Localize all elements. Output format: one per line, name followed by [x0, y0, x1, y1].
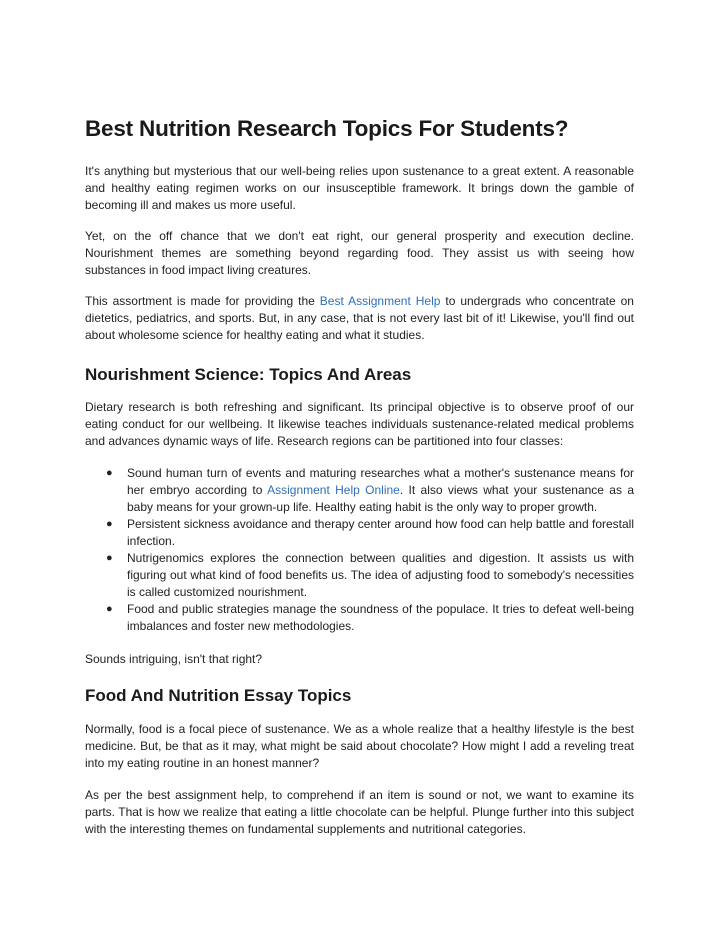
section-heading: Food And Nutrition Essay Topics [85, 686, 352, 705]
text-run: to undergrads who concentrate on dietetics, pediatrics, and sports. But, in any case, that is not every last bit of it! Likewise, you'll find out about wholesome science for healthy eating and what it studies. [85, 294, 634, 342]
paragraph-text: Sounds intriguing, isn't that right? [85, 652, 263, 666]
paragraph-text: Yet, on the off chance that we don't eat right, our general prosperity and execution decline. Nourishment themes are something beyond regarding food. They assist us with seeing how substances in food impact living creatures. [85, 229, 634, 277]
paragraph-text: Normally, food is a focal piece of sustenance. We as a whole realize that a healthy lifestyle is the best medicine. But, be that as it may, what might be said about chocolate? How might I add a reveling treat into my eating routine in an honest manner? [85, 722, 634, 770]
best-assignment-help-link[interactable]: Best Assignment Help [319, 294, 441, 308]
text-run: . It also views what your sustenance as a baby means for your grown-up life. Healthy eating habit is the only way to proper growth. [127, 483, 634, 514]
list-item [85, 550, 634, 601]
text-run: This assortment is made for providing the [85, 294, 320, 308]
bullet-icon: ● [106, 467, 113, 479]
text-run: Nutrigenomics explores the connection between qualities and digestion. It assists us with figuring out what kind of food benefits us. The idea of adjusting food to somebody's necessities is called customized nourishment. [127, 551, 634, 599]
intro-paragraph-1 [85, 163, 634, 214]
section1-closing [85, 651, 634, 668]
section2-paragraph-1 [85, 721, 634, 772]
assignment-help-online-link[interactable]: Assignment Help Online [267, 483, 400, 497]
text-run: Persistent sickness avoidance and therapy center around how food can help battle and forestall infection. [127, 517, 634, 548]
section2-paragraph-2 [85, 787, 634, 838]
section-heading-nourishment [85, 364, 634, 386]
section-heading-food [85, 685, 634, 707]
bullet-icon: ● [106, 518, 113, 530]
paragraph-text: It's anything but mysterious that our well-being relies upon sustenance to a great extent. A reasonable and healthy eating regimen works on our insusceptible framework. It brings down the gamble of becoming ill and makes us more useful. [85, 164, 634, 212]
bullet-icon: ● [106, 552, 113, 564]
section-heading: Nourishment Science: Topics And Areas [85, 365, 412, 384]
list-item [85, 465, 634, 516]
list-item [85, 601, 634, 635]
paragraph-text: Dietary research is both refreshing and significant. Its principal objective is to observe proof of our eating conduct for our wellbeing. It likewise teaches individuals sustenance-related medical problems and advances dynamic ways of life. Research regions can be partitioned into four classes: [85, 400, 634, 448]
intro-paragraph-2 [85, 228, 634, 279]
page-title: Best Nutrition Research Topics For Students? [85, 116, 569, 141]
text-run: Food and public strategies manage the soundness of the populace. It tries to defeat well-being imbalances and foster new methodologies. [127, 602, 634, 633]
bullet-icon: ● [106, 603, 113, 615]
list-item [85, 516, 634, 550]
intro-paragraph-3 [85, 293, 634, 344]
text-run: Sound human turn of events and maturing researches what a mother's sustenance means for her embryo according to [127, 466, 634, 497]
paragraph-text [85, 293, 634, 344]
bullet-list [85, 465, 634, 635]
section1-paragraph-1 [85, 399, 634, 450]
paragraph-text: As per the best assignment help, to comprehend if an item is sound or not, we want to examine its parts. That is how we realize that eating a little chocolate can be helpful. Plunge further into this subject with the interesting themes on fundamental supplements and nutritional categories. [85, 788, 634, 836]
